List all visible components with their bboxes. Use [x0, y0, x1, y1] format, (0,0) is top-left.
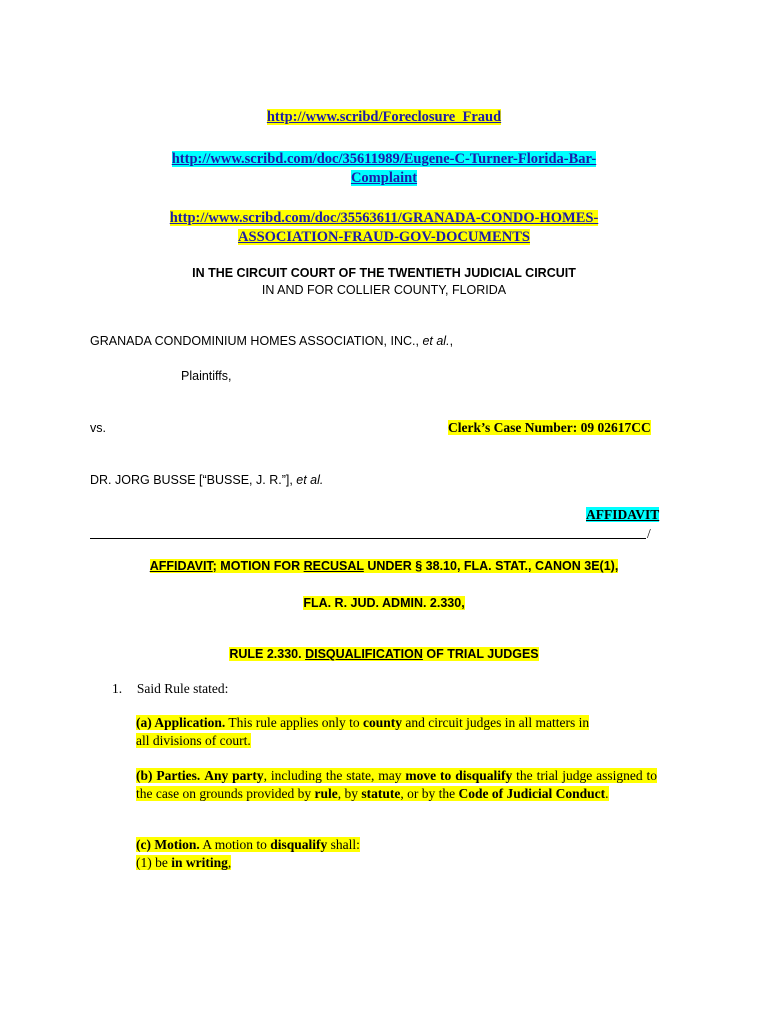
- plaintiff-etal: et al.: [422, 334, 450, 348]
- case-number-line: [448, 420, 651, 436]
- rule-heading-number: RULE 2.330.: [229, 647, 306, 661]
- motion-title-text1: ; MOTION FOR: [212, 559, 304, 573]
- vs-label: vs.: [90, 421, 106, 435]
- rule-a-county: county: [363, 715, 403, 730]
- rule-a-text1: This rule applies only to: [225, 715, 364, 730]
- rule-b-period: .: [605, 785, 609, 801]
- plaintiff-name: GRANADA CONDOMINIUM HOMES ASSOCIATION, INC.,: [90, 334, 423, 348]
- link-foreclosure-fraud-line: [0, 109, 768, 126]
- plaintiff-comma: ,: [449, 334, 454, 348]
- rule-b-heading: (b) Parties.: [136, 768, 201, 783]
- motion-title-recusal: RECUSAL: [303, 559, 364, 573]
- rule-c-heading: (c) Motion.: [136, 837, 200, 852]
- rule-b-text1: , including the state, may: [263, 768, 406, 783]
- plaintiffs-label: Plaintiffs,: [181, 369, 232, 383]
- rule-b-text4: , or by the: [400, 785, 459, 801]
- rule-c-disqualify: disqualify: [270, 837, 328, 852]
- list-number: 1.: [112, 681, 123, 696]
- rule-c-in-writing: in writing: [171, 854, 228, 870]
- rule-b-text3: , by: [337, 785, 362, 801]
- rule-heading-disqualification: DISQUALIFICATION: [305, 647, 423, 661]
- plaintiff-line: [90, 334, 453, 348]
- link-granada-docs-line1[interactable]: http://www.scribd.com/doc/35563611/GRANADA-CONDO-HOMES-: [169, 210, 599, 226]
- link-turner-complaint-block: [0, 150, 768, 188]
- rule-c-item1: (1) be: [136, 854, 172, 870]
- rule-heading-rest: OF TRIAL JUDGES: [422, 647, 539, 661]
- rule-b-statute: statute: [361, 785, 401, 801]
- motion-title-text2: UNDER § 38.10, FLA. STAT., CANON 3E(1),: [363, 559, 619, 573]
- motion-title-line2: [0, 596, 768, 610]
- rule-a-heading: (a) Application.: [136, 715, 226, 730]
- rule-a-text2: and circuit judges in all matters in: [402, 715, 590, 730]
- court-caption: [0, 265, 768, 299]
- motion-title-rule-ref: FLA. R. JUD. ADMIN. 2.330,: [303, 596, 465, 610]
- rule-c-text2: shall:: [327, 837, 360, 852]
- rule-paragraph-b: [136, 767, 657, 802]
- defendant-line: [90, 473, 323, 487]
- link-turner-complaint-line2[interactable]: Complaint: [350, 170, 418, 186]
- rule-paragraph-c: [136, 836, 657, 871]
- court-caption-line1: IN THE CIRCUIT COURT OF THE TWENTIETH JUDICIAL CIRCUIT: [192, 266, 576, 280]
- list-text: Said Rule stated:: [136, 681, 229, 696]
- caption-divider: [90, 538, 646, 539]
- affidavit-label: AFFIDAVIT: [586, 507, 660, 522]
- link-foreclosure-fraud[interactable]: http://www.scribd/Foreclosure_Fraud: [266, 109, 502, 125]
- rule-b-code: Code of Judicial Conduct: [458, 785, 606, 801]
- case-number: Clerk’s Case Number: 09 02617CC: [448, 420, 651, 435]
- rule-paragraph-a: [136, 714, 657, 749]
- link-granada-docs-line2[interactable]: ASSOCIATION-FRAUD-GOV-DOCUMENTS: [238, 229, 530, 245]
- rule-c-text1: A motion to: [199, 837, 271, 852]
- rule-b-rule: rule: [314, 785, 338, 801]
- link-turner-complaint-line1[interactable]: http://www.scribd.com/doc/35611989/Eugene-C-Turner-Florida-Bar-: [171, 151, 597, 167]
- rule-c-comma: ,: [227, 854, 232, 870]
- caption-slash: /: [647, 526, 651, 541]
- link-granada-docs-block: [0, 209, 768, 247]
- rule-b-any-party: Any party: [204, 768, 264, 783]
- affidavit-label-line: [586, 507, 659, 523]
- defendant-etal: et al.: [296, 473, 324, 487]
- court-caption-line2: IN AND FOR COLLIER COUNTY, FLORIDA: [261, 283, 507, 297]
- motion-title-affidavit: AFFIDAVIT: [149, 559, 213, 573]
- rule-b-text2: the trial judge assigned to the case on grounds provided by: [136, 768, 658, 801]
- defendant-name: DR. JORG BUSSE [“BUSSE, J. R.”],: [90, 473, 297, 487]
- list-item-1: [112, 681, 228, 697]
- rule-heading: [0, 647, 768, 661]
- rule-a-text3: all divisions of court.: [136, 732, 251, 748]
- motion-title-line1: [0, 559, 768, 573]
- rule-b-move: move to disqualify: [405, 768, 513, 783]
